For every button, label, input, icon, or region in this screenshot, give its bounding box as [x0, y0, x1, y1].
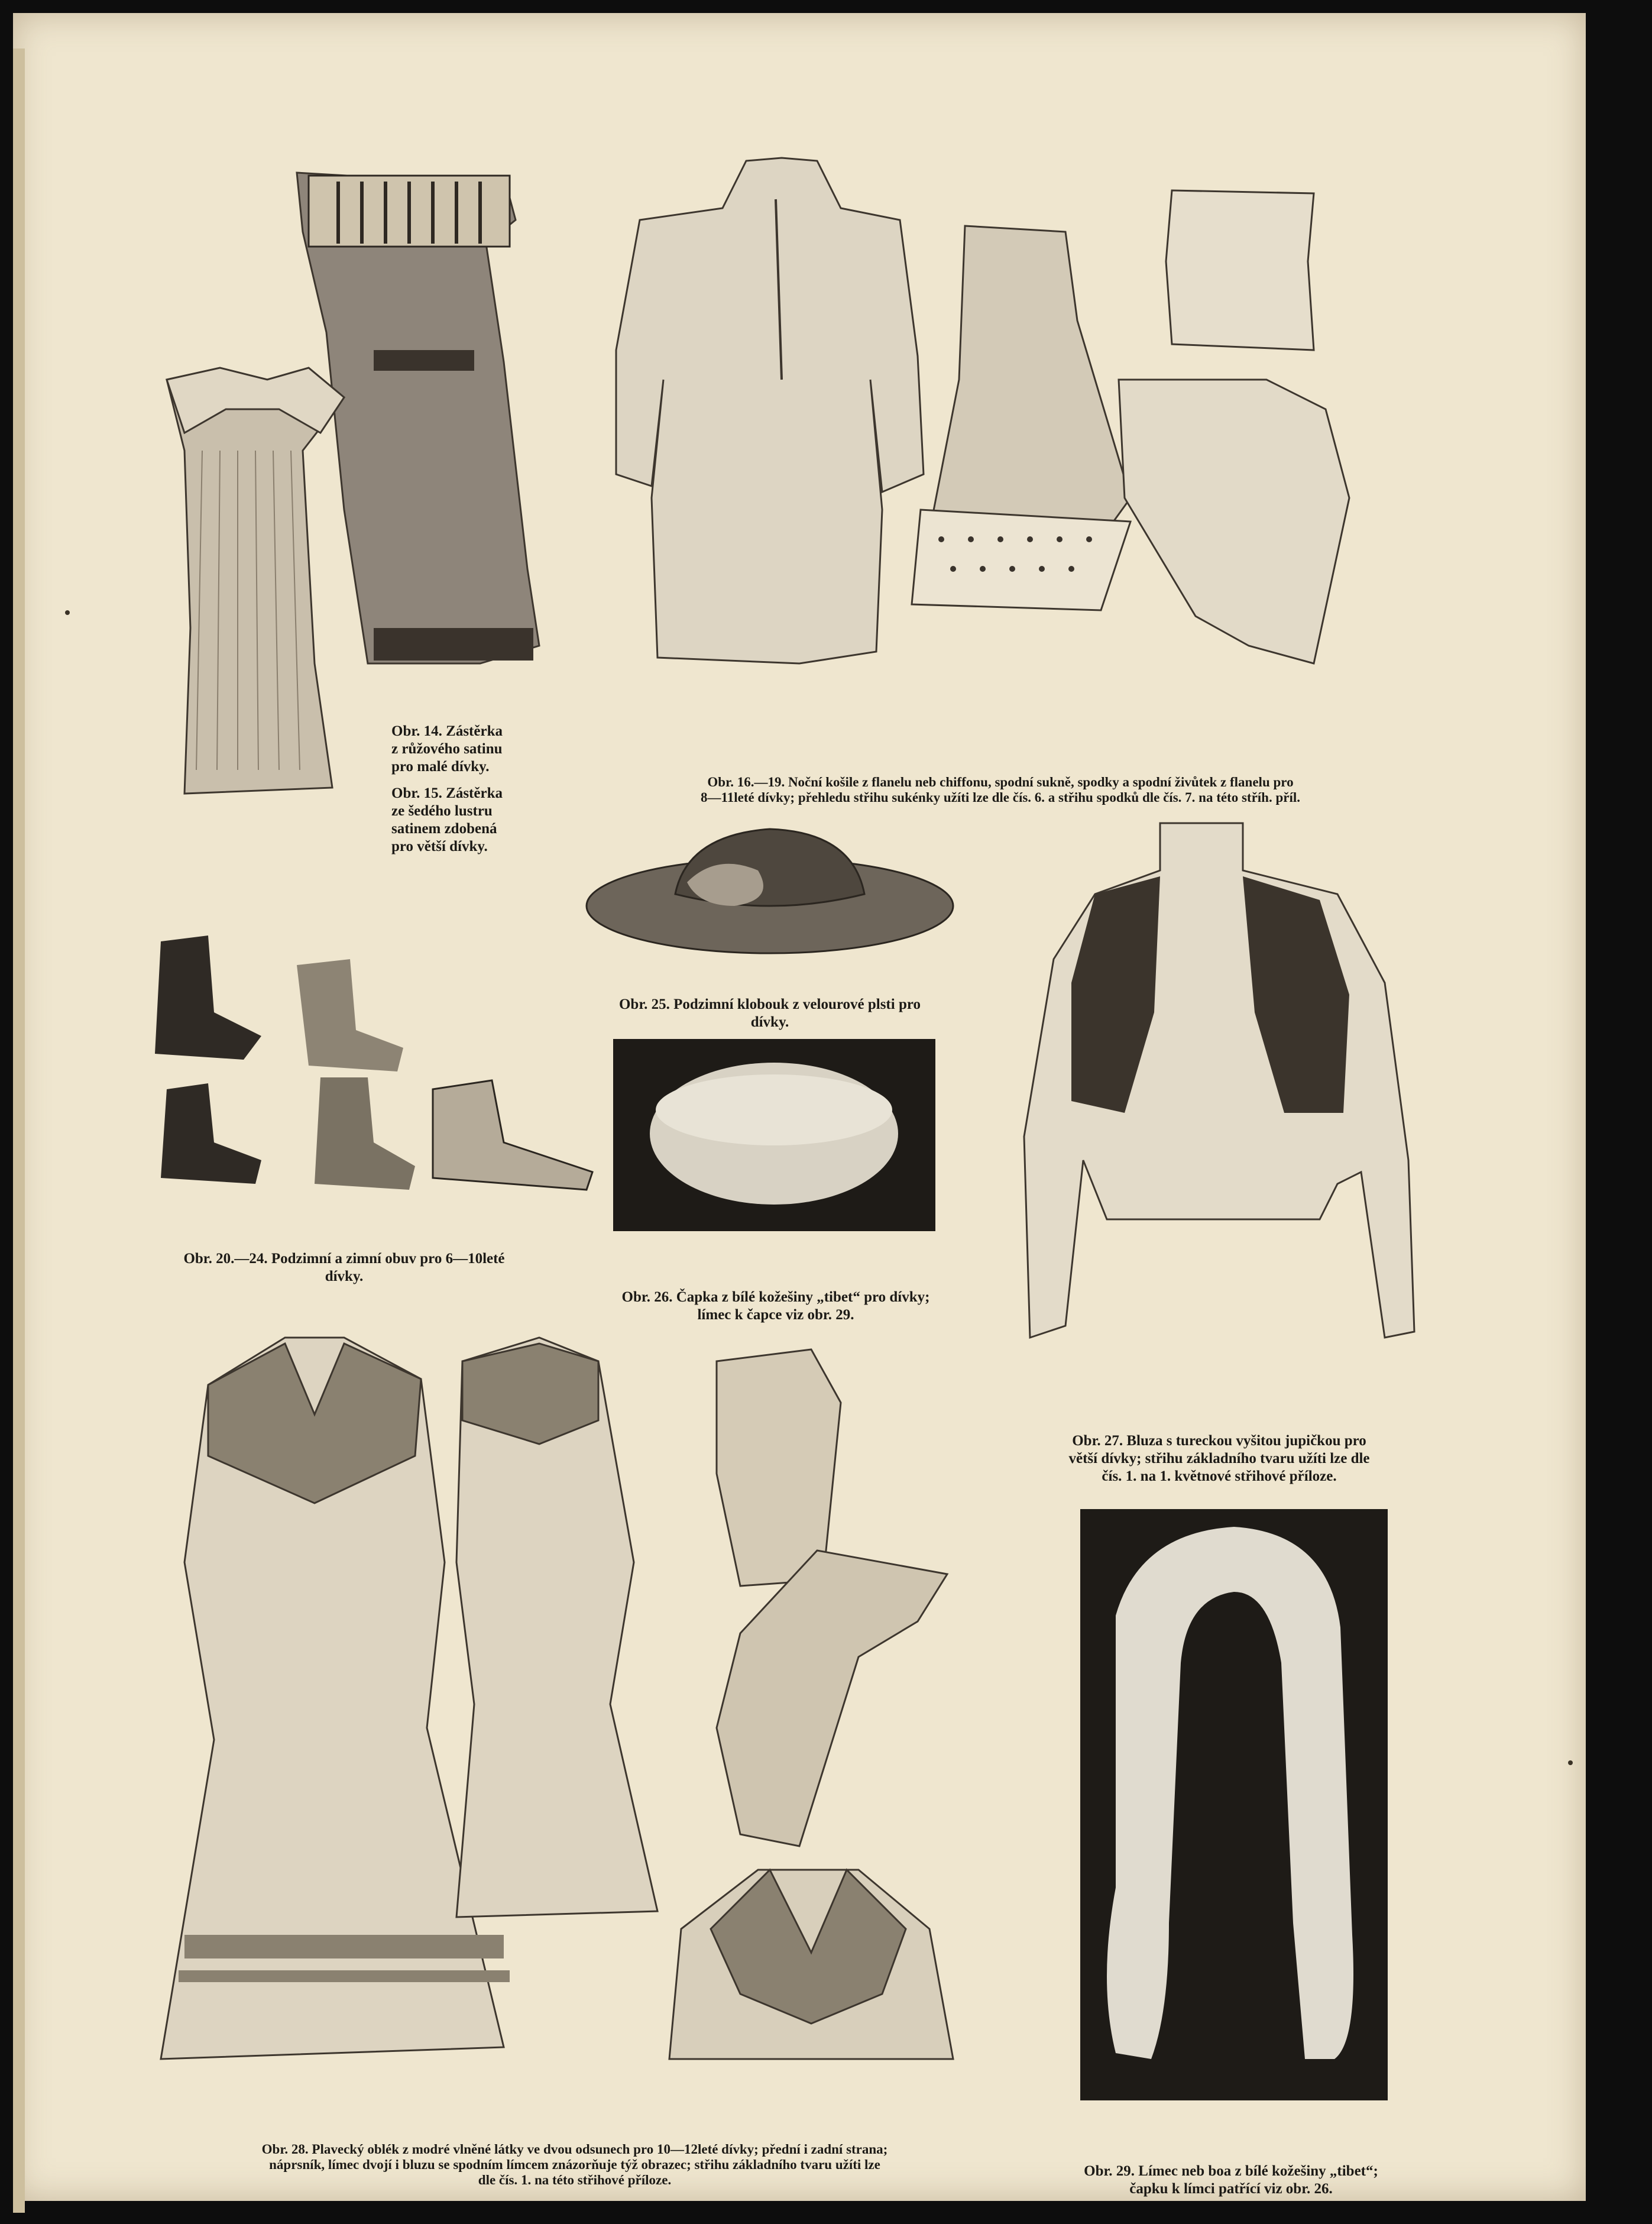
caption-obr27-line3: čís. 1. na 1. květnové střihové příloze. — [1102, 1468, 1337, 1484]
figure-blouse — [1006, 805, 1420, 1367]
caption-obr26-line1: Obr. 26. Čapka z bílé kožešiny „tibet“ pro dívky; — [621, 1289, 930, 1305]
figure-fur-boa — [1080, 1509, 1388, 2100]
caption-obr16-line1: Obr. 16.—19. Noční košile z flanelu neb chiffonu, spodní sukně, spodky a spodní živůtek z flanelu pro — [707, 775, 1294, 789]
caption-obr14-line1: Obr. 14. Zástěrka — [391, 723, 503, 739]
caption-obr28-line3: dle čís. 1. na této střihové příloze. — [478, 2173, 672, 2187]
caption-obr15-line1: Obr. 15. Zástěrka — [391, 785, 503, 801]
book-gutter — [13, 48, 25, 2213]
caption-obr28-line2: náprsník, límec dvojí i bluzu se spodním límcem znázorňuje týž obrazec; střihu základního tvaru užíti lze — [269, 2157, 880, 2172]
caption-obr20-line1: Obr. 20.—24. Podzimní a zimní obuv pro 6—10leté — [183, 1251, 505, 1267]
caption-obr25 — [545, 996, 995, 1031]
figure-aprons — [149, 155, 563, 805]
ink-speck — [65, 610, 70, 615]
figure-hat — [581, 817, 959, 959]
caption-obr26-line2: límec k čapce viz obr. 29. — [697, 1307, 854, 1323]
caption-obr28 — [131, 2142, 1018, 2188]
figure-shoes — [137, 930, 610, 1202]
caption-obr15-line2: ze šedého lustru — [391, 803, 493, 819]
caption-obr29 — [1024, 2163, 1438, 2198]
caption-obr29-line1: Obr. 29. Límec neb boa z bílé kožešiny „tibet“; — [1084, 2163, 1378, 2179]
caption-obr20-line2: dívky. — [325, 1268, 364, 1284]
ink-speck — [1568, 1760, 1573, 1765]
caption-obr25-line2: dívky. — [750, 1014, 789, 1030]
caption-obr16-line2: 8—11leté dívky; přehledu střihu sukénky užíti lze dle čís. 6. a střihu spodků dle čís. 7. na této stříh. příl. — [700, 790, 1300, 805]
caption-obr14-line3: pro malé dívky. — [391, 759, 490, 775]
caption-obr15-line3: satinem zdobená — [391, 821, 497, 837]
magazine-page — [13, 13, 1586, 2201]
caption-obr15 — [391, 785, 545, 856]
caption-obr25-line1: Obr. 25. Podzimní klobouk z velourové plsti pro — [618, 996, 921, 1012]
caption-obr29-line2: čapku k límci patřící viz obr. 26. — [1129, 2181, 1333, 2197]
caption-obr15-line4: pro větší dívky. — [391, 839, 488, 854]
caption-obr27 — [1012, 1432, 1426, 1485]
caption-obr14-line2: z růžového satinu — [391, 741, 503, 757]
figure-nightwear — [604, 143, 1444, 687]
caption-obr28-line1: Obr. 28. Plavecký oblék z modré vlněné látky ve dvou odsunech pro 10—12leté dívky; přední i zadní strana; — [261, 2142, 888, 2157]
caption-obr16-19 — [581, 775, 1420, 805]
caption-obr27-line1: Obr. 27. Bluza s tureckou vyšitou jupičkou pro — [1072, 1433, 1366, 1449]
caption-obr26 — [545, 1289, 1006, 1324]
caption-obr27-line2: větší dívky; střihu základního tvaru užíti lze dle — [1068, 1451, 1370, 1467]
figure-fur-cap — [613, 1039, 935, 1231]
caption-obr14 — [391, 723, 545, 776]
figure-sailor-suit — [149, 1326, 1048, 2089]
caption-obr20-24 — [137, 1250, 551, 1286]
